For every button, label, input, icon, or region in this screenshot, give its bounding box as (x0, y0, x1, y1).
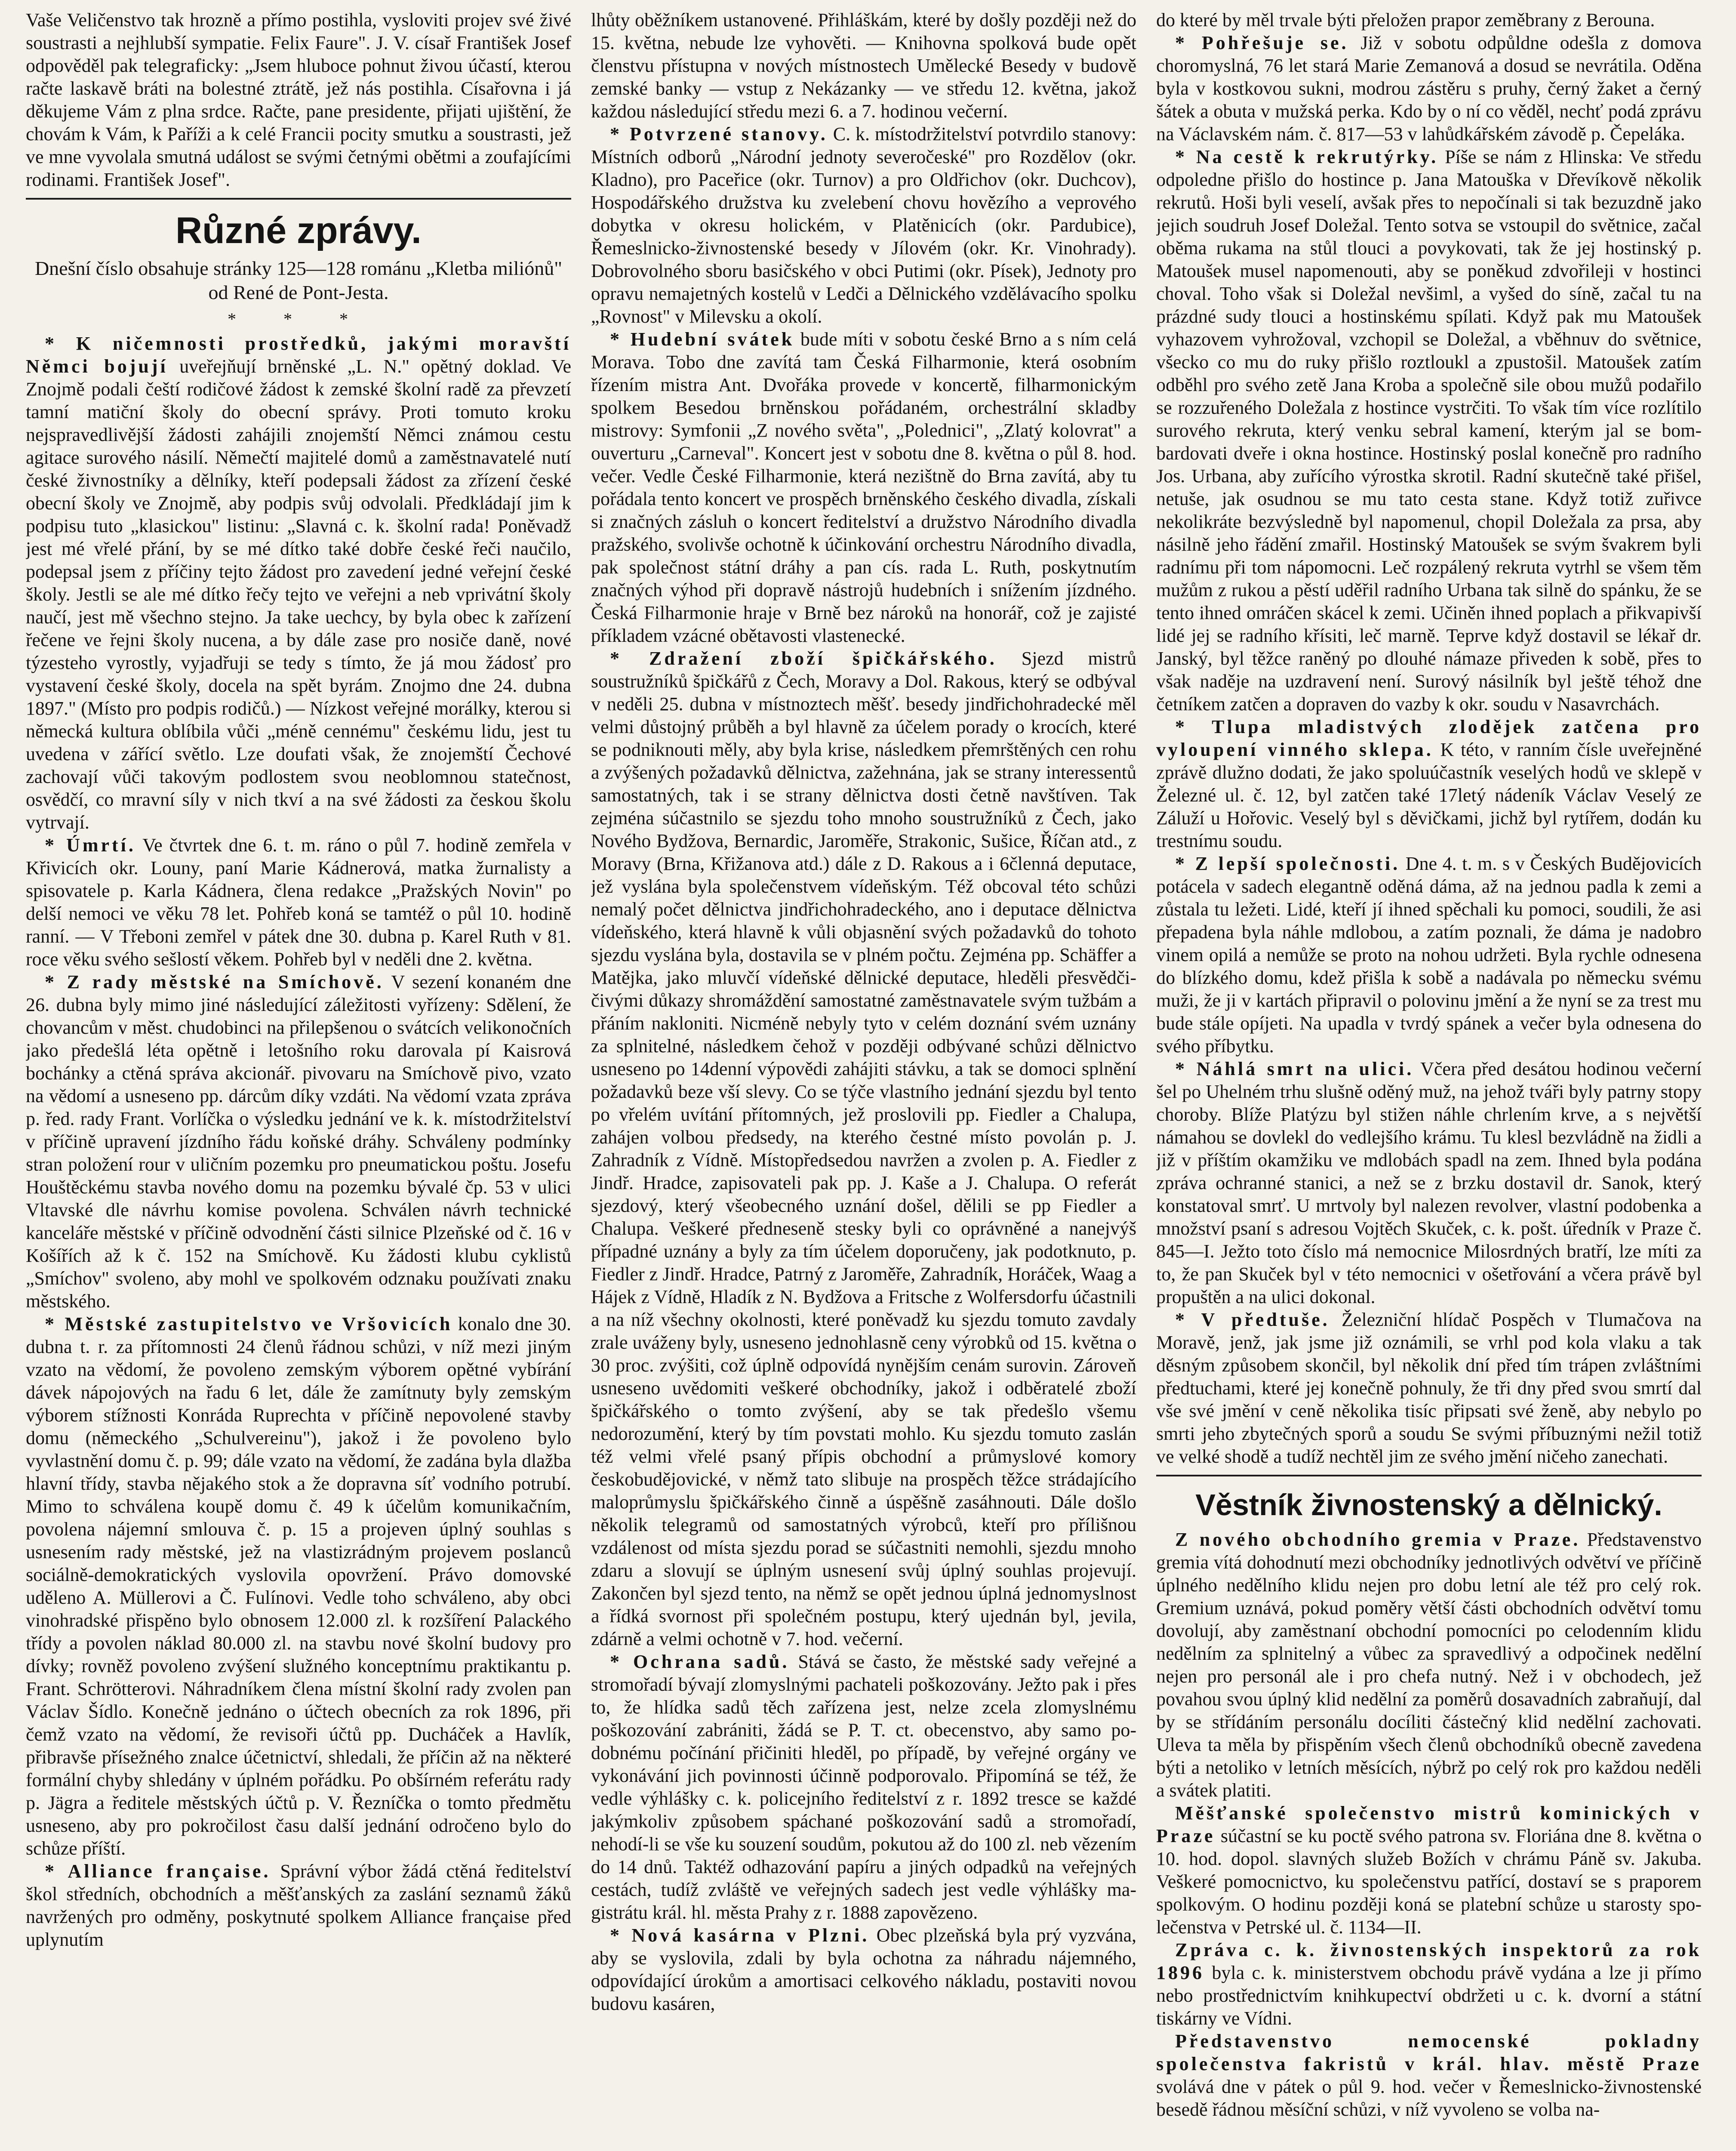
article (591, 647, 1136, 1650)
section-rule (26, 198, 571, 200)
article-kicker: Z nového obchodního gremia v Praze. (1175, 1529, 1581, 1550)
article-kicker: * V předtuše. (1175, 1309, 1330, 1330)
article (26, 1313, 571, 1860)
article-text: Stává se často, že městské sady veřejné a stromořadí bývají zlomyslnými pachateli poškozovány. Ježto pak i přes to, že hlídka sadů těch zařízena jest, nelze zcela zlomyslnému poškozování zabrániti, žádá se P. T. ct. obecenstvo, aby samo podobnému počínání přičiniti hleděl, po případě, by veřejné orgány ve vykonávání jich povinnosti účinně podporovalo. Připomíná se též, že vedle výhlášky c. k. policejního ředitelství z r. 1892 tresce se každé jakýmkoliv způsobem spáchané poškozování sadů a stromořadí, nehodí-li se vše ku souzení soudům, pokutou až do 100 zl. neb vězením do 14 dnů. Taktéž odhazování papíru a jiných odpadků na veřejných cestách, tudíž zvláště ve veřejných sadech jest vedle výhlášky magistrátu král. hl. města Prahy z r. 1888 zapovězeno. (591, 1651, 1136, 1923)
article-kicker: * Hudební svátek (610, 329, 795, 350)
article (1156, 2030, 1702, 2121)
article-text: Již v sobotu odpůldne odešla z domova choromyslná, 76 let stará Marie Zemanová a dosud se nevrátila. Oděna byla v kostkovou sukni, modrou zástěru s pruhy, černý žaket a černý šátek a obuta v mužská perka. Kdo by o ní co věděl, nechť podá zprávu na Václavském nám. č. 817—53 v lahůdkářském závodě p. Čepeláka. (1156, 32, 1702, 145)
article-text: V sezení konaném dne 26. dubna byly mimo jiné následující záležitosti vyřízeny: Sdělení, že chovancům v měst. chudobinci na přilepšenou o svátcích velikonočních jako předešlá léta opětně i letošního roku darovala pí Kaisrová bochánky a ctěná správa akcionář. pivovaru na Smíchově pivo, vzato na vědomí a usneseno pp. dárcům díky vzdáti. Na vědomí vzata zpráva p. řed. rady Frant. Vorlíčka o výsledku jednání ve k. k. místodržitelství v příčině upravení jízdního řádu koňské dráhy. Schváleny podmínky stran položení rour v uličním pozemku pro pneumatickou poštu. Josefu Houštěckému stavba nového domu na pozemku bývalé čp. 53 v ulici Vltavské dle návrhu komise povolena. Schválen návrh technické kanceláře městské v příčině odvodnění části silnice Plzeňské od č. 16 v Košířích až k č. 152 na Smíchově. Ku žádosti klubu cyklistů „Smíchov" svoleno, aby mohl ve spolkovém odznaku používati znaku městského. (26, 971, 571, 1312)
issue-lead-note: Dnešní číslo obsahuje stránky 125—128 románu „Kletba miliónů" od René de Pont-Jesta. (34, 257, 563, 303)
article-text: Správní výbor žádá ctěná ředitelství škol středních, obchodních a měšťanských za zaslání seznamů žáků navržených pro odměny, poskytnuté spolkem Alliance française před uplynutím (26, 1861, 571, 1950)
article (1156, 1802, 1702, 1938)
article-text: Sjezd mistrů soustružníků špičkářů z Čech, Moravy a Dol. Rakous, který se odbýval v neděli 25. dubna v místnoztech měšť. besedy jindřichohradecké měl velmi důstojný průběh a byl hlavně za účelem porady o krocích, které se podniknouti měly, aby byla krise, následkem přemrštěných cen rohu a zvýšených požadavků dělnictva, zažehnána, jak se strany interessentů samostatných, tak i se strany dělnictva dosti četně navštíven. Tak zejména súčastnilo se sjezdu toho mnoho soustružníků z Čech, jako Nového Bydžova, Bernardic, Jaroměře, Strakonic, Sušice, Říčan atd., z Moravy (Brna, Křižanova atd.) dále z D. Rakous a i 6členná deputace, jež vyslána byla společenstvem vídeňským. Též obcoval této schůzi nemalý počet dělnictva jindřichohradeckého, ano i deputace dělnictva vídeňského, která hlavně k vůli objasnění svých požadavků do tohoto sjezdu vyslána byla, dostavila se v plném počtu. Zejména pp. Schäffer a Matějka, jako mluvčí vídeňské dělnické deputace, hleděli přesvědčičivými důkazy shromáždění samostatné zaměstnavatele svým tužbám a přáním nakloniti. Nicméně nebyly tyto v celém doznání svém uznány za splnitelné, následkem čehož v později odbývané schůzi dělnictvo usneseno po 14denní výpovědi zahájiti stávku, a tak se domoci splnění požadavků beze vší slevy. Co se týče vlastního jednání sjezdu byl tento po vřelém uvítání přítomných, jež proslovili pp. Fiedler a Chalupa, zahájen volbou předsedy, na kterého čestné místo povolán p. J. Zahradník z Vídně. Místopředsedou navržen a zvolen p. A. Fiedler z Jindř. Hradce, zapisovateli pak pp. J. Kaše a J. Chalupa. O referát sjezdový, který všeobecného uznání došel, dělili se pp Fiedler a Chalupa. Veškeré předneseně stesky byli co oprávněné a nanejvýš případné uznány a byly za tím účelem doporučeny, jak podotknuto, p. Fiedler z Jindř. Hradce, Patrný z Jaroměře, Zahradník, Horáček, Waag a Hájek z Vídně, Hladík z N. Bydžova a Fritsche z Wolfersdorfu účastnili a na níž všechny okolnosti, které poněvadž ku sjezdu tomuto zavdaly zrale uváženy byly, usneseno jednohlasně ceny výrobků od 15. května o 30 proc. zvýšiti, což úplně odpovídá nynějším cenám surovin. Zároveň usneseno uvědomiti veškeré obchodníky, jakož i odběratelé zboží špičkářského o tomto zvýšení, aby se tak předešlo všemu nedorozumění, který by tím povstati mohlo. Ku sjezdu tomuto zaslán též velmi vřelé psaný přípis obchodní a průmyslové komory českobudějovické, v němž tato slibuje na prospěch těžce strádajícího maloprůmyslu špičkářského činně a úspěšně zasáhnouti. Dále došlo několik telegramů od samostatných výrobců, kteří pro přílišnou vzdálenost od místa sjezdu porad se súčastniti nemohli, sjezdu mnoho zdaru a slovují se úplným usnesení svůj úplný souhlas projevují. Zakončen byl sjezd tento, na němž se opět jednou úplná jednomyslnost a řídká svornost při společném postupu, který ujednán byl, jevila, zdárně a velmi ochotně v 7. hod. večerní. (591, 648, 1136, 1649)
asterism: * * * (228, 309, 369, 329)
article-text: uveřejňují brněnské „L. N." opětný doklad. Ve Znojmě podali čeští rodičové žádost k zemské školní radě za převzetí tamní matiční školy do obecní správy. Proti tomuto kroku nejspravedlivější žádosti zahájili znojemští Němci známou cestu agitace surového násilí. Němečtí majitelé domů a zaměstnavatelé nutí české živnostníky a dělníky, kteří podepsali žádost za zřízení české obecní školy ve Znojmě, aby podpis svůj odvolali. Předkládají jim k podpisu tuto „klasickou" listinu: „Slavná c. k. školní rada! Poněvadž jest mé vřelé přání, by se mé dítko také dobře české řeči naučilo, podepsal jsem z příčiny tejto žádost pro zavedení jedné veřejní české školy. Jestli se ale mé dítko řečy tejto ve veřejni a neb vprivátní školy naučí, jest mě všechno stejno. Ja take uechcy, by byla obec k zařízení řečene ve řejni školy nucena, a by dále zase pro nosiče daně, nové týzesteho vyrostly, vyjadřuji se tedy s tímto, že já mou žádosť pro vystavení české školy, docela na spět byrám. Znojmo dne 24. dubna 1897." (Místo pro podpis rodičů.) — Nízkost veřejné morálky, kterou si německá kultura oblíbila vůči „méně cennému" českému lidu, jest tu uvedena v zářící světlo. Lze doufati však, že znojemští Čechové zachovají vůči takovým podlostem svou neoblomnou statečnost, osvědčí, co mravní síly v nich tkví a na své žádosti za českou školu vytrvají. (26, 356, 571, 833)
article (591, 1650, 1136, 1924)
column-1-intro: Vaše Veličenstvo tak hrozně a přímo postihla, vysloviti projev své živé soustrasti a nejhlubší sympatie. Felix Faure". J. V. císař František Josef odpověděl pak telegraficky: „Jsem hluboce pohnut živou účastí, kterou račte laskavě bráti na bolestné ztrátě, jež nás postihla. Císařovna i já děkujeme Vám z plna srdce. Račte, pane presidente, přijati ujištění, že chovám k Vám, k Paříži a k celé Francii pocity smutku a soustrasti, jež ve mne vyvolala smutná událost se svými četnými obětmi a zoufajícími rodinami. František Josef". (26, 9, 571, 190)
article-text: Píše se nám z Hlinska: Ve středu odpoledne přišlo do hostince p. Jana Matouška v Dřevíkově několik rekrutů. Hoši byli veselí, avšak přes to nepočínali si tak bezuzdně jako jejich soudruh Josef Doležal. Tento sotva se vstoupil do světnice, začal oběma rukama na stůl tlouci a povykovati, tak že jej hostinský p. Matoušek musel napomenouti, aby se poněkud zdvořileji v hostinci choval. Toho však si Doležal nevšiml, a vyšed do síně, začal tu na prázdné sudy tlouci a hostinskému spílati. Když pak mu Matoušek vyhazovem vyhrožoval, vzchopil se Doležal, a vběhnuv do světnice, všecko co mu do ruky přišlo roztloukl a zpustošil. Matoušek zatím odběhl pro svého zetě Jana Kroba a společně sile obou mužů podařilo se rozzuřeného Doležala z hostince vystrčiti. To však tím více rozlítilo surového rekruta, který venku sebral kamení, kterým jal se bombardovati dveře i okna hostince. Hostinský poslal konečně pro radního Jos. Urbana, aby zuřícího výrostka skrotil. Radní skutečně také přišel, netuše, jak osudnou se mu tato cesta stane. Když totiž zuřivce nekolikráte bezvýsledně byl napomenul, chopil Doležala za prsa, aby násilně jeho řádění zmařil. Hostinský Matoušek se svým švakrem byli radnímu při tom nápomocni. Leč rozpálený rekruta vytrhl se všem těm mužům z rukou a pěstí uděřil radního Urbana tak silně do spánku, že se tento ihned omráčen skácel k zemi. Učiněn ihned poplach a přikvapivší lidé jej se radního křísiti, leč marně. Teprve když dostavil se lékař dr. Janský, byl těžce raněný po dlouhé námaze přiveden k sobě, přes to však naděje na uzdravení není. Surový násilník byl ještě téhož dne četníkem zatčen a dopraven do vazby k okr. soudu v Nasavrchách. (1156, 146, 1702, 715)
article-text: K této, v ranním čísle uveřejněné zprávě dlužno dodati, že jako spoluúčastník veselých hodů ve sklepě v Železné ul. č. 12, byl zatčen také 17letý nádeník Václav Veselý ze Záluží u Hořovic. Veselý byl s děvičkami, jichž byl rytířem, dodán ku trestnímu soudu. (1156, 739, 1702, 851)
article (591, 328, 1136, 647)
article (1156, 145, 1702, 715)
article-kicker: * Tlupa mladistvých zlodějek zatčena pro vyloupení vinného sklepa. (1156, 716, 1702, 760)
article (591, 123, 1136, 328)
article-text: konalo dne 30. dubna t. r. za přítomnosti 24 členů řádnou schůzi, v níž mezi jiným vzato na vědomí, že povoleno zemským výborem opětné vybírání dávek nápojových na řadu 6 let, dále že zamítnuty byly zemským výborem stížnosti Konráda Ruprechta v příčině nepovolené stavby domu (německého „Schulvereinu"), jakož i že povoleno bylo vyvlastnění domu č. p. 99; dále vzato na vědomí, že zadána byla dlažba hlavní třídy, stavba nějakého stok a že dopravna síť vodního potrubí. Mimo to schválena koupě domu č. 49 k účelům komunikačním, povolena nájemní smlouva č. p. 15 a projeven úplný souhlas s usnesením rady městské, jež na vlastizrádným projevem poslanců sociálně-demokratických vyslovila opovržení. Právo domovské uděleno A. Müllerovi a Č. Fulínovi. Vedle toho schváleno, aby obci vinohradské přispěno bylo obnosem 12.000 zl. k rozšíření Palackého třídy a povolen náklad 80.000 zl. na stavbu nové školní budovy pro dívky; rovněž povoleno zvýšení služného konceptnímu praktikantu p. Frant. Schrötterovi. Náhradníkem člena místní školní rady zvolen pan Václav Šídlo. Konečně jednáno o účtech obecních za rok 1896, při čemž vzato na vědomí, že revisoři účtů pp. Ducháček a Havlík, přibravše přísežného znalce účetnictví, shledali, že příčin až na některé formální chyby shledány v úplném pořádku. Po obšírném referátu rady p. Jägra a ředitele městských účtů p. V. Řezníčka o tomto předmětu usneseno, aby pro pokročilost času další jednání odročeno bylo do schůze příští. (26, 1313, 571, 1859)
article-text: svolává dne v pátek o půl 9. hod. večer v Řemeslnicko-živnostenské besedě řádnou měsíční schůzi, v níž vyvoleno se volba na- (1156, 2076, 1702, 2120)
article (1156, 852, 1702, 1057)
article (1156, 31, 1702, 145)
article-text: Obec plzeňská byla prý vyzvána, aby se vyslovila, zdali by byla ochotna za náhradu nájemného, odpovídající úrokům a amortisaci celkového nákladu, postaviti novou budovu kasáren, (591, 1925, 1136, 2014)
column-2-intro: lhůty oběžníkem ustanovené. Přihláškám, které by došly později než do 15. května, nebude lze vyhověti. — Knihovna spolková bude opět členstvu přístupna v nových místnostech Umělecké Besedy v budově zemské banky — vstup z Nekázanky — ve středu 12. května, jakož každou následující středu mezi 6. a 7. hodinou večerní. (591, 9, 1136, 122)
article-kicker: * Potvrzené stanovy. (610, 123, 828, 145)
article-text: súčastní se ku poctě svého patrona sv. Floriána dne 8. května o 10. hod. dopol. slavných služeb Božích v chrámu Páně sv. Jakuba. Veškeré pomocnictvo, ku společenstvu patřící, dostaví se s praporem spolkovým. O hodinu později koná se platební schůze u starosty společenstva v Petrské ul. č. 1134—II. (1156, 1825, 1702, 1938)
column-3 (1156, 9, 1702, 2151)
article-text: Železniční hlídač Pospěch v Tlumačova na Moravě, jenž, jak jsme již oznámili, se vrhl pod kola vlaku a tak děsným způsobem skončil, byl několik dní před tím trápen zvláštními předtuchami, které jej konečně pohnuly, že tři dny před svou smrtí dal vše své jmění v ceně několika tisíc připsati své ženě, aby nebylo po smrti jeho zbytečných sporů a soudu Se svými příbuznými nežil totiž ve velké shodě a tudíž nechtěl jim ze svého jmění ničeho zanechati. (1156, 1309, 1702, 1467)
article-text: C. k. místodržitelství potvrdilo stanovy: Místních odborů „Národní jednoty severočeské" pro Rozdělov (okr. Kladno), pro Paceřice (okr. Turnov) a pro Oldřichov (okr. Duchcov), Hospodářského družstva ku zvelebení chovu hovězího a veprového dobytka v okresu holickém, v Platěnicích (okr. Pardubice), Řemeslnicko-živnostenské besedy v Jílovém (okr. Kr. Vinohrady). Dobrovolného sboru basičského v obci Putimi (okr. Písek), Jednoty pro opravu nemajetných kostelů v Ledči a Dělnického vzdělávacího spolku „Rovnost" v Milevsku a okolí. (591, 123, 1136, 327)
article-text: byla c. k. ministerstvem obchodu právě vydána a lze ji přímo nebo prostřednictvím knihkupectví obdržeti u c. k. dvorní a státní tiskárny ve Vídni. (1156, 1962, 1702, 2029)
column-2 (591, 9, 1136, 2151)
article-text: bude míti v sobotu české Brno a s ním celá Morava. Tobo dne zavítá tam Česká Filharmonie, která osobním řízením mistra Ant. Dvořáka provede v koncertě, filharmonickým spolkem Besedou brněnskou pořádaném, orchestrální skladby mistrovy: Symfonii „Z nového světa", „Polednici", „Zlatý kolovrat" a ouverturu „Carneval". Koncert jest v sobotu dne 8. května o půl 8. hod. večer. Vedle České Filharmonie, která nezištně do Brna zavítá, aby tu pořádala tento koncert ve prospěch brněnského českého divadla, získali si značných zásluh o koncert ředitelství a družstvo Národního divadla pražského, svolivše ochotně k účinkování orchestru Národního divadla, pak společnost státní dráhy a pan cís. rada L. Ruth, poskytnutím značných výhod při dopravě nástrojů hudebních i snížením jízdného. Česká Filharmonie hraje v Brně bez nároků na honorář, což je zajisté příkladem vzácné obětavosti vlastenecké. (591, 329, 1136, 646)
article (1156, 1057, 1702, 1308)
article-text: Představenstvo gremia vítá dohodnutí mezi obchodníky jednotlivých odvětví ve příčině úplného nedělního klidu nejen pro dobu letní ale též pro celý rok. Gremium uznává, pokud poměry větší části obchodních odvětví tomu dovolují, aby zaměstnaní obchodní pomocníci po celodenním klidu nedělním za splnitelný a vůbec za spravedlivý a odpočinek nedělní nejen pro personál ale i pro chefa nutný. Než i v obchodech, jež povahou svou úplný klid nedělní za poměrů dosavadních zabraňují, dal by se střídáním personálu docíliti částečný klid nedělní zachovati. Uleva ta měla by přispěním všech členů obchodníků obecně zavedena býti a netoliko v letních měsících, nýbrž po celý rok pro každou neděli a svátek platiti. (1156, 1529, 1702, 1801)
article-kicker: Představenstvo nemocenské pokladny společenstva fakristů v král. hlav. městě Praze (1156, 2031, 1702, 2074)
article (1156, 1528, 1702, 1802)
article-kicker: * Z lepší společnosti. (1175, 853, 1400, 874)
article (26, 971, 571, 1313)
article-kicker: * Náhlá smrt na ulici. (1175, 1058, 1414, 1079)
article (26, 834, 571, 971)
article (591, 1924, 1136, 2015)
article-kicker: * Ochrana sadů. (610, 1651, 790, 1672)
article-kicker: * Městské zastupitelstvo ve Vršovicích (45, 1313, 453, 1334)
article-text: Ve čtvrtek dne 6. t. m. ráno o půl 7. hodině zemřela v Křivicích okr. Louny, paní Marie Kádnerová, matka žurnalisty a spisovatele p. Karla Kádnera, člena redakce „Pražských Novin" po delší nemoci ve věku 78 let. Pohřeb koná se tamtéž o půl 10. hodině ranní. — V Třeboni zemřel v pátek dne 30. dubna p. Karel Ruth v 81. roce věku svého sešlostí věkem. Pohřeb byl v neděli dne 2. května. (26, 835, 571, 970)
column-3-intro: do které by měl trvale býti přeložen prapor zeměbrany z Berouna. (1156, 9, 1655, 31)
article (1156, 1938, 1702, 2030)
article (26, 332, 571, 834)
article-text: Dne 4. t. m. s v Českých Budějovicích potácela v sadech elegantně oděná dáma, až na jednou padla k zemi a zůstala tu ležeti. Lidé, kteří jí ihned spěchali ku pomoci, soudili, že asi přepadena byla náhle mdlobou, a zatím poznali, že dáma je nadobro vinem opilá a nemůže se proto na nohou udržeti. Byla rychle odnesena do blízkého domu, kdež přišla k sobě a nadávala po německu svému muži, že ji v kartách připravil o polovinu jmění a že nyní se za trest mu bude stále opíjeti. Na upadla v tvrdý spánek a večer byla odnesena do svého příbytku. (1156, 853, 1702, 1057)
article (1156, 1308, 1702, 1468)
article-kicker: * Na cestě k rekrutýrky. (1175, 146, 1439, 167)
article-kicker: * Zdražení zboží špičkářského. (610, 648, 997, 669)
column-1 (26, 9, 571, 2151)
article (1156, 715, 1702, 852)
section-title-vestnik: Věstník živnostenský a dělnický. (1195, 1488, 1662, 1522)
article-kicker: * Z rady městské na Smíchově. (45, 971, 384, 992)
article-kicker: * Pohřešuje se. (1175, 32, 1349, 53)
article-kicker: * Úmrtí. (45, 835, 136, 856)
section-rule (1156, 1475, 1702, 1476)
article-kicker: * Nová kasárna v Plzni. (610, 1925, 870, 1946)
section-title-ruzne-zpravy: Různé zprávy. (175, 210, 422, 251)
article-kicker: * Alliance française. (45, 1861, 271, 1882)
article-kicker: * K ničemnosti prostředků, jakými moravští Němci bojují (26, 333, 571, 377)
article-kicker: Měšťanské společenstvo mistrů kominických v Praze (1156, 1803, 1702, 1846)
article-kicker: Zpráva c. k. živnostenských inspektorů za rok 1896 (1156, 1939, 1702, 1983)
article-text: Včera před desátou hodinou večerní šel po Uhelném trhu slušně oděný muž, na jehož tváři byly patrny stopy choroby. Blíže Platýzu byl stižen náhle chrlením krve, a s největší námahou se dovlekl do vedlejšího krámu. Tu klesl bezvládně na židli a již v příštím okamžiku ve mdlobách spadl na zem. Ihned byla podána zpráva ochranné stanici, a než se z brzku dostavil dr. Sanok, který konstatoval smrť. U mrtvoly byl nalezen revolver, vlastní podobenka a množství psaní s adresou Vojtěch Skuček, c. k. pošt. úředník v Praze č. 845—I. Ježto toto číslo má nemocnice Milosrdných bratří, lze míti za to, že pan Skuček byl v této nemocnici v ošetřování a včera právě byl propuštěn a na ulici dokonal. (1156, 1058, 1702, 1307)
article (26, 1860, 571, 1951)
